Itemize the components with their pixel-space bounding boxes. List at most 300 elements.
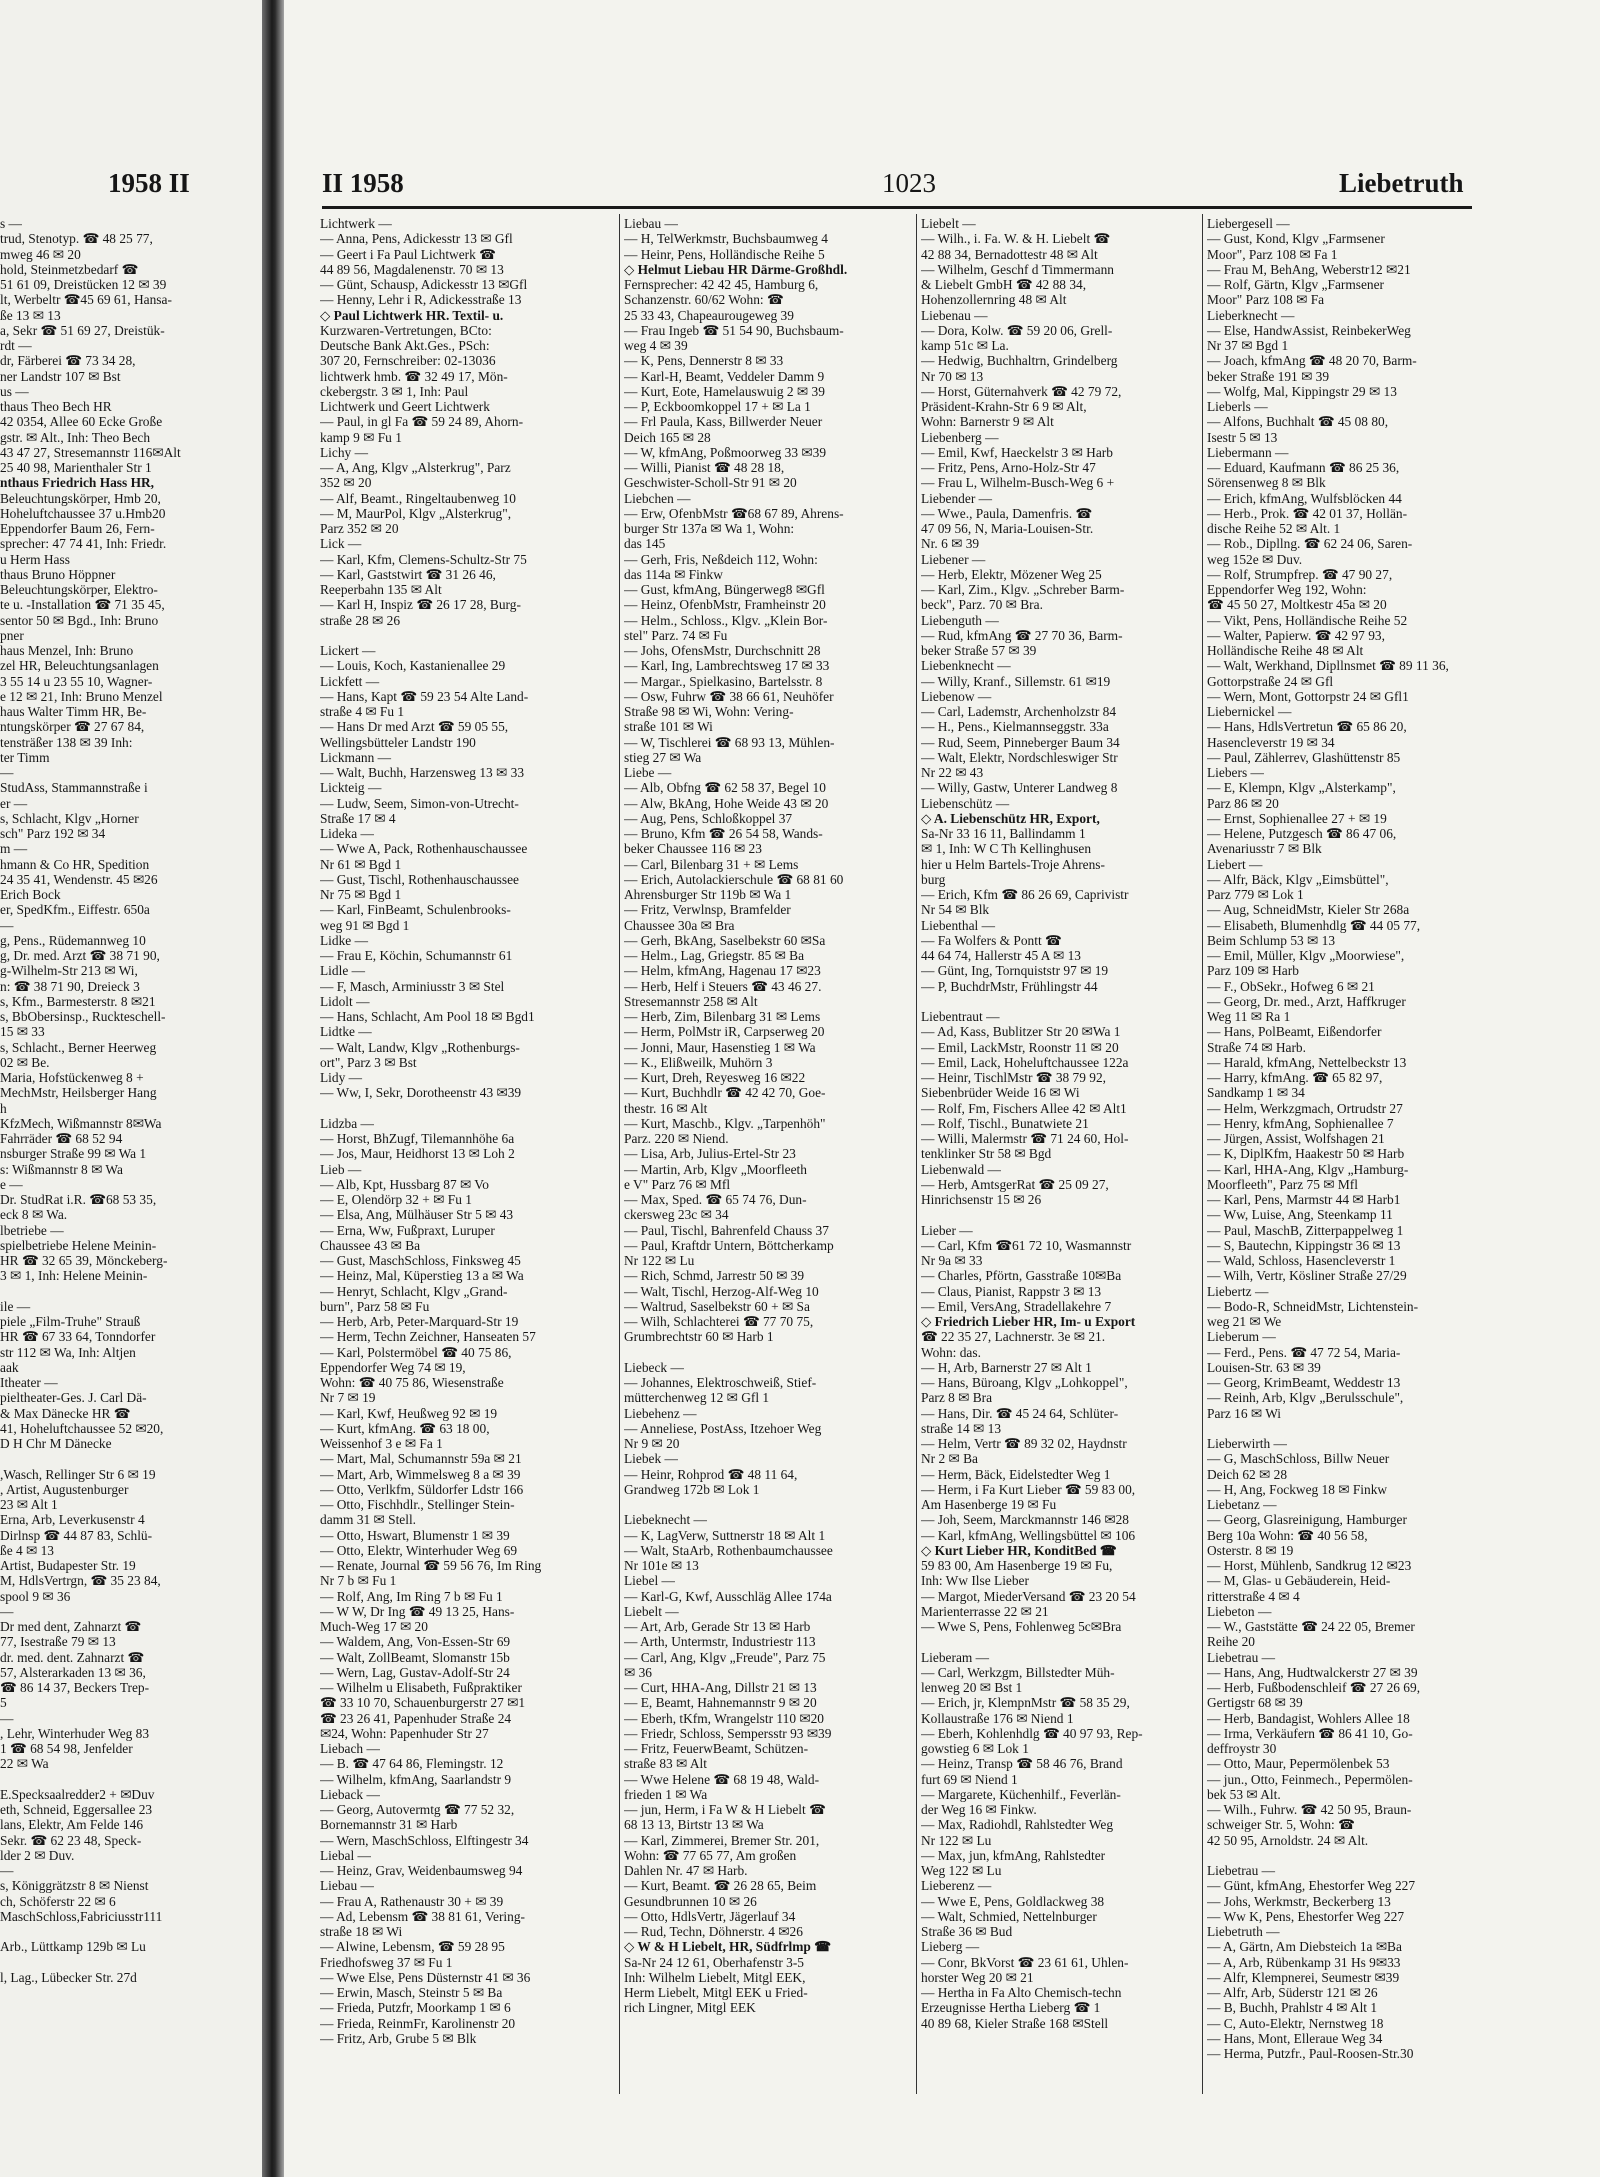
directory-line: — Carl, Lademstr, Archenholzstr 84 xyxy=(921,704,1117,719)
directory-line: spielbetriebe Helene Meinin- xyxy=(0,1237,157,1253)
directory-line: — Wwe., Paula, Damenfris. ☎ xyxy=(921,505,1093,521)
directory-line: gstr. ✉ Alt., Inh: Theo Bech xyxy=(0,429,151,445)
directory-line: — Gust, kfmAng, Büngerweg8 ✉Gfl xyxy=(624,582,825,597)
directory-line xyxy=(0,1284,250,1299)
directory-line: — Charles, Pförtn, Gasstraße 10✉Ba xyxy=(921,1268,1122,1284)
directory-line: — Heinz, Mal, Küperstieg 13 a ✉ Wa xyxy=(320,1268,524,1284)
directory-line: Wohn: Barnerstr 9 ✉ Alt xyxy=(921,414,1054,430)
directory-column-3 xyxy=(921,216,1198,2031)
directory-line: — Walt, ZollBeamt, Slomanstr 15b xyxy=(320,1649,510,1665)
directory-line: — Ww, Luise, Ang, Steenkamp 11 xyxy=(1207,1207,1393,1223)
directory-line: — Jonni, Maur, Hasenstieg 1 ✉ Wa xyxy=(624,1039,816,1055)
directory-line: — jun., Otto, Feinmech., Pepermölen- xyxy=(1207,1771,1413,1787)
directory-line: Osterstr. 8 ✉ 19 xyxy=(1207,1542,1294,1558)
directory-line: weg 21 ✉ We xyxy=(1207,1314,1282,1329)
directory-line: — E, Beamt, Hahnemannstr 9 ✉ 20 xyxy=(624,1695,817,1711)
directory-line xyxy=(921,994,1198,1009)
directory-line: — xyxy=(0,917,14,933)
directory-line xyxy=(0,1451,250,1466)
directory-line: 42 88 34, Bernadottestr 48 ✉ Alt xyxy=(921,246,1098,262)
directory-line: Marienterrasse 22 ✉ 21 xyxy=(921,1603,1049,1619)
directory-line: Weg 122 ✉ Lu xyxy=(921,1863,1002,1878)
directory-line: haus Walter Timm HR, Be- xyxy=(0,704,147,719)
directory-line: — Rolf, Gärtn, Klgv „Farmsener xyxy=(1207,277,1385,292)
directory-line: — Jos, Maur, Heidhorst 13 ✉ Loh 2 xyxy=(320,1146,515,1162)
directory-line: 43 47 27, Stresemannstr 116✉Alt xyxy=(0,444,181,460)
directory-line: Nr 122 ✉ Lu xyxy=(921,1832,992,1848)
directory-line: Lieberg — xyxy=(921,1939,980,1955)
directory-line: Nr 122 ✉ Lu xyxy=(624,1253,695,1268)
directory-line: Liebenschütz — xyxy=(921,795,1010,811)
directory-line: — P, BuchdrMstr, Frühlingstr 44 xyxy=(921,978,1098,994)
directory-line: — Heinr, Rohprod ☎ 48 11 64, xyxy=(624,1466,798,1482)
directory-line: Inh: Wilhelm Liebelt, Mitgl EEK, xyxy=(624,1969,806,1985)
directory-line: HR ☎ 67 33 64, Tonndorfer xyxy=(0,1329,156,1345)
directory-line: 40 89 68, Kieler Straße 168 ✉Stell xyxy=(921,2015,1109,2031)
directory-line: — Rolf, Strumpfrep. ☎ 47 90 27, xyxy=(1207,566,1393,582)
directory-line: — Alfr, Bäck, Klgv „Eimsbüttel", xyxy=(1207,871,1389,887)
directory-line: — C, Auto-Elektr, Nernstweg 18 xyxy=(1207,2015,1384,2031)
directory-line: — Rolf, Ang, Im Ring 7 b ✉ Fu 1 xyxy=(320,1588,503,1604)
directory-line: — Bodo-R, SchneidMstr, Lichtenstein- xyxy=(1207,1298,1419,1314)
directory-line: — W, kfmAng, Poßmoorweg 33 ✉39 xyxy=(624,444,827,460)
directory-line: Nr 22 ✉ 43 xyxy=(921,765,984,780)
directory-line: Liebener — xyxy=(921,551,986,567)
directory-line: — M, Glas- u Gebäuderein, Heid- xyxy=(1207,1573,1391,1589)
directory-line: — Else, HandwAssist, ReinbekerWeg xyxy=(1207,322,1411,338)
directory-line: 44 64 74, Hallerstr 45 A ✉ 13 xyxy=(921,948,1081,963)
directory-line: Straße 98 ✉ Wi, Wohn: Vering- xyxy=(624,704,794,719)
directory-line: Fahrräder ☎ 68 52 94 xyxy=(0,1131,123,1146)
directory-line: Hoheluftchaussee 37 u.Hmb20 xyxy=(0,505,166,521)
directory-line: — Helm., Lag, Griegstr. 85 ✉ Ba xyxy=(624,948,805,963)
directory-line: thaus Bruno Höppner xyxy=(0,566,116,582)
directory-line: 24 35 41, Wendenstr. 45 ✉26 xyxy=(0,871,158,887)
directory-line: — Walt, Buchh, Harzensweg 13 ✉ 33 xyxy=(320,765,525,780)
directory-line: — Hans, Büroang, Klgv „Lohkoppel", xyxy=(921,1375,1128,1390)
directory-line: — Rolf, Fm, Fischers Allee 42 ✉ Alt1 xyxy=(921,1100,1127,1116)
directory-line: — W W, Dr Ing ☎ 49 13 25, Hans- xyxy=(320,1603,515,1619)
directory-line: — Paul, Tischl, Bahrenfeld Chauss 37 xyxy=(624,1222,829,1238)
directory-line: Beim Schlump 53 ✉ 13 xyxy=(1207,932,1336,948)
directory-line: a, Sekr ☎ 51 69 27, Dreistük- xyxy=(0,322,165,338)
directory-line: — Hans, Schlacht, Am Pool 18 ✉ Bgd1 xyxy=(320,1009,535,1024)
running-title: Liebetruth xyxy=(1339,168,1464,198)
column-rule xyxy=(619,214,620,2094)
directory-line: — Jürgen, Assist, Wolfshagen 21 xyxy=(1207,1131,1385,1146)
directory-line: burn", Parz 58 ✉ Fu xyxy=(320,1298,430,1314)
directory-line: e V" Parz 76 ✉ Mfl xyxy=(624,1176,731,1192)
directory-line: Liebenwald — xyxy=(921,1161,1001,1177)
directory-line: — Max, Sped. ☎ 65 74 76, Dun- xyxy=(624,1192,807,1207)
directory-line: E.Specksaalredder2 + ✉Duv xyxy=(0,1786,155,1802)
directory-line: — jun, Herm, i Fa W & H Liebelt ☎ xyxy=(624,1802,826,1817)
directory-line: — Fritz, Verwlnsp, Bramfelder xyxy=(624,902,791,918)
directory-line: Nr 9 ✉ 20 xyxy=(624,1436,680,1451)
directory-line: — Aug, Pens, Schloßkoppel 37 xyxy=(624,810,793,826)
directory-line: Lickmann — xyxy=(320,749,392,765)
directory-line: Eppendorfer Weg 192, Wohn: xyxy=(1207,582,1367,597)
directory-line: — Wilhelm, kfmAng, Saarlandstr 9 xyxy=(320,1771,512,1787)
directory-line: l, Lag., Lübecker Str. 27d xyxy=(0,1969,137,1985)
directory-line: — Georg, KrimBeamt, Weddestr 13 xyxy=(1207,1375,1401,1390)
directory-line: pieltheater-Ges. J. Carl Dä- xyxy=(0,1390,147,1406)
directory-line: Erna, Arb, Leverkusenstr 4 xyxy=(0,1512,145,1528)
directory-line: — xyxy=(0,1710,14,1726)
right-page-header-left: II 1958 xyxy=(322,168,404,198)
directory-line: spool 9 ✉ 36 xyxy=(0,1588,71,1604)
directory-line: — Heinz, Grav, Weidenbaumsweg 94 xyxy=(320,1863,523,1878)
directory-line: Sandkamp 1 ✉ 34 xyxy=(1207,1085,1305,1101)
directory-line: — Carl, Bilenbarg 31 + ✉ Lems xyxy=(624,856,799,872)
directory-line: ,Wasch, Rellinger Str 6 ✉ 19 xyxy=(0,1466,156,1482)
directory-line: Lidke — xyxy=(320,932,368,948)
directory-line: Dr. StudRat i.R. ☎68 53 35, xyxy=(0,1192,157,1207)
directory-line: nthaus Friedrich Hass HR, xyxy=(0,475,155,491)
directory-line: tenklinker Str 58 ✉ Bgd xyxy=(921,1146,1052,1162)
directory-line: — Georg, Dr. med., Arzt, Haffkruger xyxy=(1207,993,1406,1009)
directory-line: — Vikt, Pens, Holländische Reihe 52 xyxy=(1207,612,1408,628)
directory-line: s — xyxy=(0,216,22,231)
left-page-column xyxy=(0,216,250,1985)
directory-line: dr, Färberei ☎ 73 34 28, xyxy=(0,353,136,369)
directory-line: s, Königgrätzstr 8 ✉ Nienst xyxy=(0,1878,149,1894)
directory-line: — Alb, Kpt, Hussbarg 87 ✉ Vo xyxy=(320,1176,489,1192)
directory-line: — B. ☎ 47 64 86, Flemingstr. 12 xyxy=(320,1756,504,1772)
directory-line: ritterstraße 4 ✉ 4 xyxy=(1207,1588,1300,1604)
directory-line: — Wern, Lag, Gustav-Adolf-Str 24 xyxy=(320,1664,510,1680)
directory-line: — Paul, in gl Fa ☎ 59 24 89, Ahorn- xyxy=(320,414,524,430)
directory-line: Wellingsbütteler Landstr 190 xyxy=(320,734,476,750)
column-rule xyxy=(916,214,917,2094)
directory-line xyxy=(921,1634,1198,1649)
directory-line: Liebenknecht — xyxy=(921,658,1011,674)
directory-line: — Gust, Kond, Klgv „Farmsener xyxy=(1207,231,1385,247)
directory-line: schweiger Str. 5, Wohn: ☎ xyxy=(1207,1817,1355,1833)
directory-line: 42 50 95, Arnoldstr. 24 ✉ Alt. xyxy=(1207,1832,1369,1848)
directory-line: Lickteig — xyxy=(320,780,382,796)
directory-line: burg xyxy=(921,871,946,887)
directory-line: 25 40 98, Marienthaler Str 1 xyxy=(0,460,152,475)
directory-line: — E, Klempn, Klgv „Alsterkamp", xyxy=(1207,780,1396,796)
directory-line: Nr 9a ✉ 33 xyxy=(921,1253,983,1268)
directory-line: Liebchen — xyxy=(624,490,691,506)
directory-line: Straße 36 ✉ Bud xyxy=(921,1924,1013,1939)
directory-line: Herm Liebelt, Mitgl EEK u Fried- xyxy=(624,1985,808,2000)
directory-line: — Walt, Tischl, Herzog-Alf-Weg 10 xyxy=(624,1283,819,1299)
directory-line: — Otto, Fischhdlr., Stellinger Stein- xyxy=(320,1497,515,1512)
directory-line: dr. med. dent. Zahnarzt ☎ xyxy=(0,1649,145,1665)
directory-line: — Frau E, Köchin, Schumannstr 61 xyxy=(320,948,513,963)
directory-line: mweg 46 ✉ 20 xyxy=(0,246,81,262)
directory-line: ✉ 36 xyxy=(624,1664,652,1680)
directory-line: — Kurt, Dreh, Reyesweg 16 ✉22 xyxy=(624,1070,806,1085)
directory-line: — Herm, i Fa Kurt Lieber ☎ 59 83 00, xyxy=(921,1481,1136,1497)
directory-line: Lidolt — xyxy=(320,993,370,1009)
directory-line: 352 ✉ 20 xyxy=(320,475,372,491)
directory-line: Liebeck — xyxy=(624,1359,684,1375)
directory-line: ckersweg 23c ✉ 34 xyxy=(624,1207,729,1223)
directory-line: — Frau Ingeb ☎ 51 54 90, Buchsbaum- xyxy=(624,322,844,338)
directory-line: Friedhofsweg 37 ✉ Fu 1 xyxy=(320,1954,453,1970)
directory-line: — Walt, Werkhand, Dipllnsmet ☎ 89 11 36, xyxy=(1207,658,1449,674)
directory-line: Liebach — xyxy=(320,1741,380,1756)
directory-line: — Otto, Hswart, Blumenstr 1 ✉ 39 xyxy=(320,1527,510,1543)
directory-line: Sa-Nr 33 16 11, Ballindamm 1 xyxy=(921,826,1086,841)
directory-line: Kollaustraße 176 ✉ Niend 1 xyxy=(921,1710,1074,1726)
directory-line: — Otto, Elektr, Winterhuder Weg 69 xyxy=(320,1542,518,1558)
directory-line: ort", Parz 3 ✉ Bst xyxy=(320,1054,417,1070)
directory-line: Parz. 220 ✉ Niend. xyxy=(624,1131,729,1146)
directory-line: Liebelt — xyxy=(921,216,976,231)
directory-line: — K., Elißweilk, Muhörn 3 xyxy=(624,1054,773,1070)
directory-line: — Rob., Dipllng. ☎ 62 24 06, Saren- xyxy=(1207,536,1413,552)
directory-line: Erich Bock xyxy=(0,887,61,902)
directory-line: — xyxy=(0,1863,14,1878)
directory-line: ntungskörper ☎ 27 67 84, xyxy=(0,719,145,735)
directory-line: — Karl, Kfm, Clemens-Schultz-Str 75 xyxy=(320,551,527,567)
directory-line: Parz 16 ✉ Wi xyxy=(1207,1405,1282,1421)
directory-line: Deich 62 ✉ 28 xyxy=(1207,1466,1288,1482)
directory-line: Straße 17 ✉ 4 xyxy=(320,810,396,826)
directory-line: Liebenau — xyxy=(921,307,988,323)
directory-line: — Ad, Lebensm ☎ 38 81 61, Vering- xyxy=(320,1908,525,1924)
directory-line: — Conr, BkVorst ☎ 23 61 61, Uhlen- xyxy=(921,1954,1129,1970)
directory-line: Nr 61 ✉ Bgd 1 xyxy=(320,856,402,872)
directory-line xyxy=(921,1207,1198,1222)
directory-line: — Martin, Arb, Klgv „Moorfleeth xyxy=(624,1161,807,1177)
directory-line: Chaussee 30a ✉ Bra xyxy=(624,917,735,933)
directory-line: Lick — xyxy=(320,536,362,552)
directory-line: — Carl, Werkzgm, Billstedter Müh- xyxy=(921,1664,1115,1680)
directory-line: ckebergstr. 3 ✉ 1, Inh: Paul xyxy=(320,383,469,399)
directory-line: piele „Film-Truhe" Strauß xyxy=(0,1314,141,1329)
directory-line xyxy=(320,1101,614,1116)
directory-line: — Frau L, Wilhelm-Busch-Weg 6 + xyxy=(921,475,1115,491)
directory-line: — Wilh, Schlachterei ☎ 77 70 75, xyxy=(624,1314,814,1329)
directory-line: das 114a ✉ Finkw xyxy=(624,566,723,582)
directory-line: Lickert — xyxy=(320,643,376,658)
directory-line: Lieberam — xyxy=(921,1649,990,1665)
directory-column-1 xyxy=(320,216,614,2046)
directory-line: — Walt, Landw, Klgv „Rothenburgs- xyxy=(320,1039,520,1055)
directory-line: MaschSchloss,Fabriciusstr111 xyxy=(0,1908,163,1924)
directory-line: dische Reihe 52 ✉ Alt. 1 xyxy=(1207,521,1341,536)
left-page-header: 1958 II xyxy=(108,168,190,198)
directory-line: Deutsche Bank Akt.Ges., PSch: xyxy=(320,338,490,353)
directory-line: — Paul, Kraftdr Untern, Böttcherkamp xyxy=(624,1237,834,1253)
directory-line: — W, Tischlerei ☎ 68 93 13, Mühlen- xyxy=(624,734,835,750)
directory-line: — Karl, Polstermöbel ☎ 40 75 86, xyxy=(320,1344,512,1360)
directory-line: — Karl, kfmAng, Wellingsbüttel ✉ 106 xyxy=(921,1527,1136,1543)
directory-line: — F., ObSekr., Hofweg 6 ✉ 21 xyxy=(1207,978,1375,994)
directory-line: Grandweg 172b ✉ Lok 1 xyxy=(624,1481,760,1497)
directory-line: — Louis, Koch, Kastanienallee 29 xyxy=(320,658,506,674)
directory-line: — Carl, Ang, Klgv „Freude", Parz 75 xyxy=(624,1649,826,1665)
directory-line: te u. -Installation ☎ 71 35 45, xyxy=(0,597,165,613)
directory-line: Liebe — xyxy=(624,765,672,780)
directory-line: D H Chr M Dänecke xyxy=(0,1436,112,1451)
directory-line: Lieberknecht — xyxy=(1207,307,1295,323)
directory-line: Liebers — xyxy=(1207,765,1264,780)
directory-line: beker Chaussee 116 ✉ 23 xyxy=(624,841,762,857)
directory-line: — Wwe S, Pens, Fohlenweg 5c✉Bra xyxy=(921,1619,1122,1634)
directory-line: straße 18 ✉ Wi xyxy=(320,1924,403,1939)
directory-line: Liebetrau — xyxy=(1207,1649,1276,1665)
directory-line: — Harald, kfmAng, Nettelbeckstr 13 xyxy=(1207,1054,1407,1070)
directory-line: beck", Parz. 70 ✉ Bra. xyxy=(921,597,1043,613)
directory-line: — Margar., Spielkasino, Bartelsstr. 8 xyxy=(624,673,823,689)
directory-line: Nr 37 ✉ Bgd 1 xyxy=(1207,338,1289,353)
directory-line: — Herb, Arb, Peter-Marquard-Str 19 xyxy=(320,1314,519,1329)
directory-line: — Alwine, Lebensm, ☎ 59 28 95 xyxy=(320,1939,505,1955)
directory-line: — Wilh., i. Fa. W. & H. Liebelt ☎ xyxy=(921,231,1111,247)
directory-line: — Heinr, Pens, Holländische Reihe 5 xyxy=(624,246,825,262)
directory-line: Beleuchtungskörper, Hmb 20, xyxy=(0,490,161,506)
directory-line: Beleuchtungskörper, Elektro- xyxy=(0,582,158,597)
directory-line: Parz 109 ✉ Harb xyxy=(1207,963,1299,979)
directory-line: Siebenbrüder Weide 16 ✉ Wi xyxy=(921,1085,1080,1101)
directory-line: — Kurt, Beamt. ☎ 26 28 65, Beim xyxy=(624,1878,817,1894)
directory-line: M, HdlsVertrgn, ☎ 35 23 84, xyxy=(0,1573,161,1589)
directory-line: eth, Schneid, Eggersallee 23 xyxy=(0,1802,153,1817)
directory-line: e 12 ✉ 21, Inh: Bruno Menzel xyxy=(0,688,163,704)
directory-line: — Elisabeth, Blumenhdlg ☎ 44 05 77, xyxy=(1207,917,1421,933)
directory-line: 47 09 56, N, Maria-Louisen-Str. xyxy=(921,521,1094,536)
directory-line: — Erich, Autolackierschule ☎ 68 81 60 xyxy=(624,871,844,887)
directory-line: Parz 779 ✉ Lok 1 xyxy=(1207,887,1304,902)
directory-line: Liebender — xyxy=(921,490,993,506)
directory-line: das 145 xyxy=(624,536,666,552)
directory-line: — Waldem, Ang, Von-Essen-Str 69 xyxy=(320,1634,511,1650)
directory-line: — Johs, Werkmstr, Beckerberg 13 xyxy=(1207,1893,1391,1909)
directory-line: Nr 75 ✉ Bgd 1 xyxy=(320,887,402,902)
directory-line: Sekr. ☎ 62 23 48, Speck- xyxy=(0,1832,142,1848)
directory-line: — Herm, PolMstr iR, Carpserweg 20 xyxy=(624,1024,825,1040)
directory-line: — Alfons, Buchhalt ☎ 45 08 80, xyxy=(1207,414,1389,430)
directory-line: — Henryt, Schlacht, Klgv „Grand- xyxy=(320,1283,508,1299)
directory-line: Liebentraut — xyxy=(921,1009,1000,1024)
directory-line: — M, MaurPol, Klgv „Alsterkrug", xyxy=(320,505,512,521)
directory-line: lichtwerk hmb. ☎ 32 49 17, Mön- xyxy=(320,368,508,384)
directory-line: ile — xyxy=(0,1298,31,1314)
directory-line: — P, Eckboomkoppel 17 + ✉ La 1 xyxy=(624,399,811,414)
directory-line: s, Kfm., Barmesterstr. 8 ✉21 xyxy=(0,993,156,1009)
directory-line: — xyxy=(0,765,14,780)
directory-line: Gertigstr 68 ✉ 39 xyxy=(1207,1695,1303,1711)
directory-line: Chaussee 43 ✉ Ba xyxy=(320,1237,421,1253)
right-page xyxy=(284,0,1600,2177)
directory-line: Wohn: ☎ 40 75 86, Wiesenstraße xyxy=(320,1375,504,1390)
directory-line: — Rud, kfmAng ☎ 27 70 36, Barm- xyxy=(921,627,1123,643)
directory-line: Liebeknecht — xyxy=(624,1512,707,1528)
directory-line: — Erwin, Masch, Steinstr 5 ✉ Ba xyxy=(320,1985,503,2000)
directory-line: u Herm Hass xyxy=(0,551,70,567)
directory-line: Sa-Nr 24 12 61, Oberhafenstr 3-5 xyxy=(624,1954,804,1970)
directory-line: er — xyxy=(0,795,28,811)
directory-line: Liebergesell — xyxy=(1207,216,1290,231)
directory-line xyxy=(1207,1421,1489,1436)
header-rule xyxy=(322,206,1472,209)
directory-line: deffroystr 30 xyxy=(1207,1741,1277,1756)
directory-line: Erzeugnisse Hertha Lieberg ☎ 1 xyxy=(921,2000,1101,2016)
directory-line: — Heinr, TischlMstr ☎ 38 79 92, xyxy=(921,1070,1107,1085)
directory-line: — Waltrud, Saselbekstr 60 + ✉ Sa xyxy=(624,1298,810,1314)
directory-line: — A, Ang, Klgv „Alsterkrug", Parz xyxy=(320,460,511,475)
directory-line: Lichtwerk — xyxy=(320,216,392,231)
directory-line: m — xyxy=(0,841,28,857)
directory-line: — Wwe A, Pack, Rothenhauschaussee xyxy=(320,841,528,857)
directory-line: Liebeton — xyxy=(1207,1603,1272,1619)
directory-line: — Herb, Bandagist, Wohlers Allee 18 xyxy=(1207,1710,1410,1726)
directory-line: sch" Parz 192 ✉ 34 xyxy=(0,826,106,841)
directory-line: er, SpedKfm., Eiffestr. 650a xyxy=(0,902,150,918)
directory-line: — Fa Wolfers & Pontt ☎ xyxy=(921,932,1062,948)
directory-line: Lieberwirth — xyxy=(1207,1436,1287,1451)
directory-line: 307 20, Fernschreiber: 02-13036 xyxy=(320,353,496,369)
directory-line: — Walt, Schmied, Nettelnburger xyxy=(921,1908,1097,1924)
directory-line: Wohn: das. xyxy=(921,1344,981,1360)
directory-line: — H, Ang, Fockweg 18 ✉ Finkw xyxy=(1207,1481,1388,1497)
directory-line: — Anna, Pens, Adickesstr 13 ✉ Gfl xyxy=(320,231,513,247)
directory-line: — Herb, Helf i Steuers ☎ 43 46 27. xyxy=(624,978,822,994)
directory-line: straße 28 ✉ 26 xyxy=(320,612,401,628)
directory-line: str 112 ✉ Wa, Inh: Altjen xyxy=(0,1344,136,1360)
directory-line: Maria, Hofstückenweg 8 + xyxy=(0,1070,144,1085)
directory-line: ☎ 86 14 37, Beckers Trep- xyxy=(0,1680,150,1695)
directory-line: Moor" Parz 108 ✉ Fa xyxy=(1207,292,1325,308)
directory-line: Lieberenz — xyxy=(921,1878,992,1894)
directory-line: — Erich, kfmAng, Wulfsblöcken 44 xyxy=(1207,490,1402,506)
directory-line: rdt — xyxy=(0,338,32,353)
directory-line: — Paul, Zählerrev, Glashüttenstr 85 xyxy=(1207,749,1401,765)
directory-line: n: ☎ 38 71 90, Dreieck 3 xyxy=(0,978,140,994)
directory-line: — Emil, Lack, Hoheluftchaussee 122a xyxy=(921,1054,1129,1070)
directory-line: — Helm, Vertr ☎ 89 32 02, Haydnstr xyxy=(921,1436,1127,1451)
directory-line: Liebert — xyxy=(1207,856,1263,872)
left-page xyxy=(0,0,262,2177)
directory-line: Louisen-Str. 63 ✉ 39 xyxy=(1207,1359,1321,1375)
directory-line: — Friedr, Schloss, Sempersstr 93 ✉39 xyxy=(624,1725,832,1741)
directory-line: — Wald, Schloss, Hasencleverstr 1 xyxy=(1207,1253,1396,1268)
directory-line: damm 31 ✉ Stell. xyxy=(320,1512,417,1528)
directory-line: Kurzwaren-Vertretungen, BCto: xyxy=(320,322,492,338)
directory-line: — Otto, HdlsVertr, Jägerlauf 34 xyxy=(624,1908,796,1924)
directory-line: s: Wißmannstr 8 ✉ Wa xyxy=(0,1161,123,1177)
directory-line: Liebermann — xyxy=(1207,444,1289,460)
directory-line: — E, Olendörp 32 + ✉ Fu 1 xyxy=(320,1192,472,1207)
directory-line: zel HR, Beleuchtungsanlagen xyxy=(0,658,159,674)
directory-line: g, Pens., Rüdemannweg 10 xyxy=(0,932,146,948)
directory-line xyxy=(0,1772,250,1787)
directory-line: Nr 2 ✉ Ba xyxy=(921,1451,978,1467)
directory-line: — Henny, Lehr i R, Adickesstraße 13 xyxy=(320,292,522,308)
directory-line: e — xyxy=(0,1176,23,1192)
directory-line: Lichtwerk und Geert Lichtwerk xyxy=(320,399,490,414)
directory-line: — Wern, Mont, Gottorpstr 24 ✉ Gfl1 xyxy=(1207,688,1409,704)
directory-line xyxy=(1207,1848,1489,1863)
directory-line: — Mart, Arb, Wimmelsweg 8 a ✉ 39 xyxy=(320,1466,521,1482)
directory-line: ◇ Helmut Liebau HR Därme-Großhdl. xyxy=(624,261,848,277)
directory-line: Lieberum — xyxy=(1207,1329,1276,1345)
directory-line: sentor 50 ✉ Bgd., Inh: Bruno xyxy=(0,612,159,628)
directory-line: — Alfr, Klempnerei, Seumestr ✉39 xyxy=(1207,1969,1400,1985)
directory-line: straße 101 ✉ Wi xyxy=(624,719,713,735)
directory-line: Weg 11 ✉ Ra 1 xyxy=(1207,1009,1291,1024)
directory-line: — Kurt, Maschb., Klgv. „Tarpenhöh" xyxy=(624,1115,826,1131)
directory-line: — Emil, VersAng, Stradellakehre 7 xyxy=(921,1298,1112,1314)
directory-line: — K, DiplKfm, Haakestr 50 ✉ Harb xyxy=(1207,1146,1405,1162)
